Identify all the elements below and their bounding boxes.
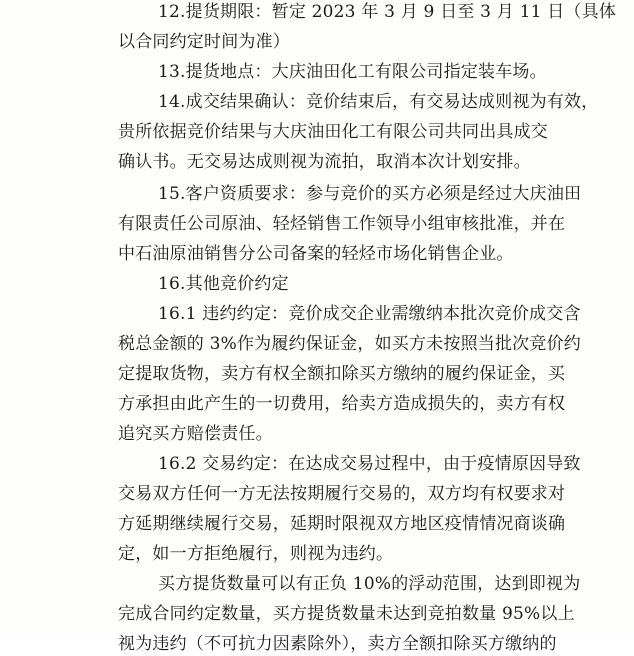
text-line-11: 16.1 违约约定：竞价成交企业需缴纳本批次竞价成交含 xyxy=(158,304,581,324)
text-line-9: 中石油原油销售分公司备案的轻烃市场化销售企业。 xyxy=(118,244,514,264)
text-line-8: 有限责任公司原油、轻烃销售工作领导小组审核批准，并在 xyxy=(118,214,566,234)
text-line-3: 13.提货地点：大庆油田化工有限公司指定装车场。 xyxy=(158,62,547,82)
text-line-21: 完成合同约定数量，买方提货数量未达到竞拍数量 95%以上 xyxy=(118,604,575,624)
text-line-4: 14.成交结果确认：竞价结束后，有交易达成则视为有效， xyxy=(158,92,599,112)
text-line-10: 16.其他竞价约定 xyxy=(158,274,289,294)
text-line-7: 15.客户资质要求：参与竞价的买方必须是经过大庆油田 xyxy=(158,184,582,204)
text-line-19: 定，如一方拒绝履行，则视为违约。 xyxy=(118,544,394,564)
text-line-12: 税总金额的 3%作为履约保证金，如买方未按照当批次竞价约 xyxy=(118,334,581,354)
text-line-17: 交易双方任何一方无法按期履行交易的，双方均有权要求对 xyxy=(118,484,566,504)
text-line-15: 追究买方赔偿责任。 xyxy=(118,424,273,444)
text-line-2: 以合同约定时间为准） xyxy=(118,32,290,52)
text-line-18: 方延期继续履行交易，延期时限视双方地区疫情情况商谈确 xyxy=(118,514,566,534)
text-line-22: 视为违约（不可抗力因素除外），卖方全额扣除买方缴纳的 xyxy=(118,634,557,654)
text-line-14: 方承担由此产生的一切费用，给卖方造成损失的，卖方有权 xyxy=(118,394,566,414)
text-line-16: 16.2 交易约定：在达成交易过程中，由于疫情原因导致 xyxy=(158,454,581,474)
text-line-5: 贵所依据竞价结果与大庆油田化工有限公司共同出具成交 xyxy=(118,122,548,142)
text-line-20: 买方提货数量可以有正负 10%的浮动范围，达到即视为 xyxy=(158,574,581,594)
text-line-6: 确认书。无交易达成则视为流拍，取消本次计划安排。 xyxy=(118,152,531,172)
text-line-1: 12.提货期限：暂定 2023 年 3 月 9 日至 3 月 11 日（具体 xyxy=(158,2,617,22)
text-line-13: 定提取货物，卖方有权全额扣除买方缴纳的履约保证金，买 xyxy=(118,364,566,384)
